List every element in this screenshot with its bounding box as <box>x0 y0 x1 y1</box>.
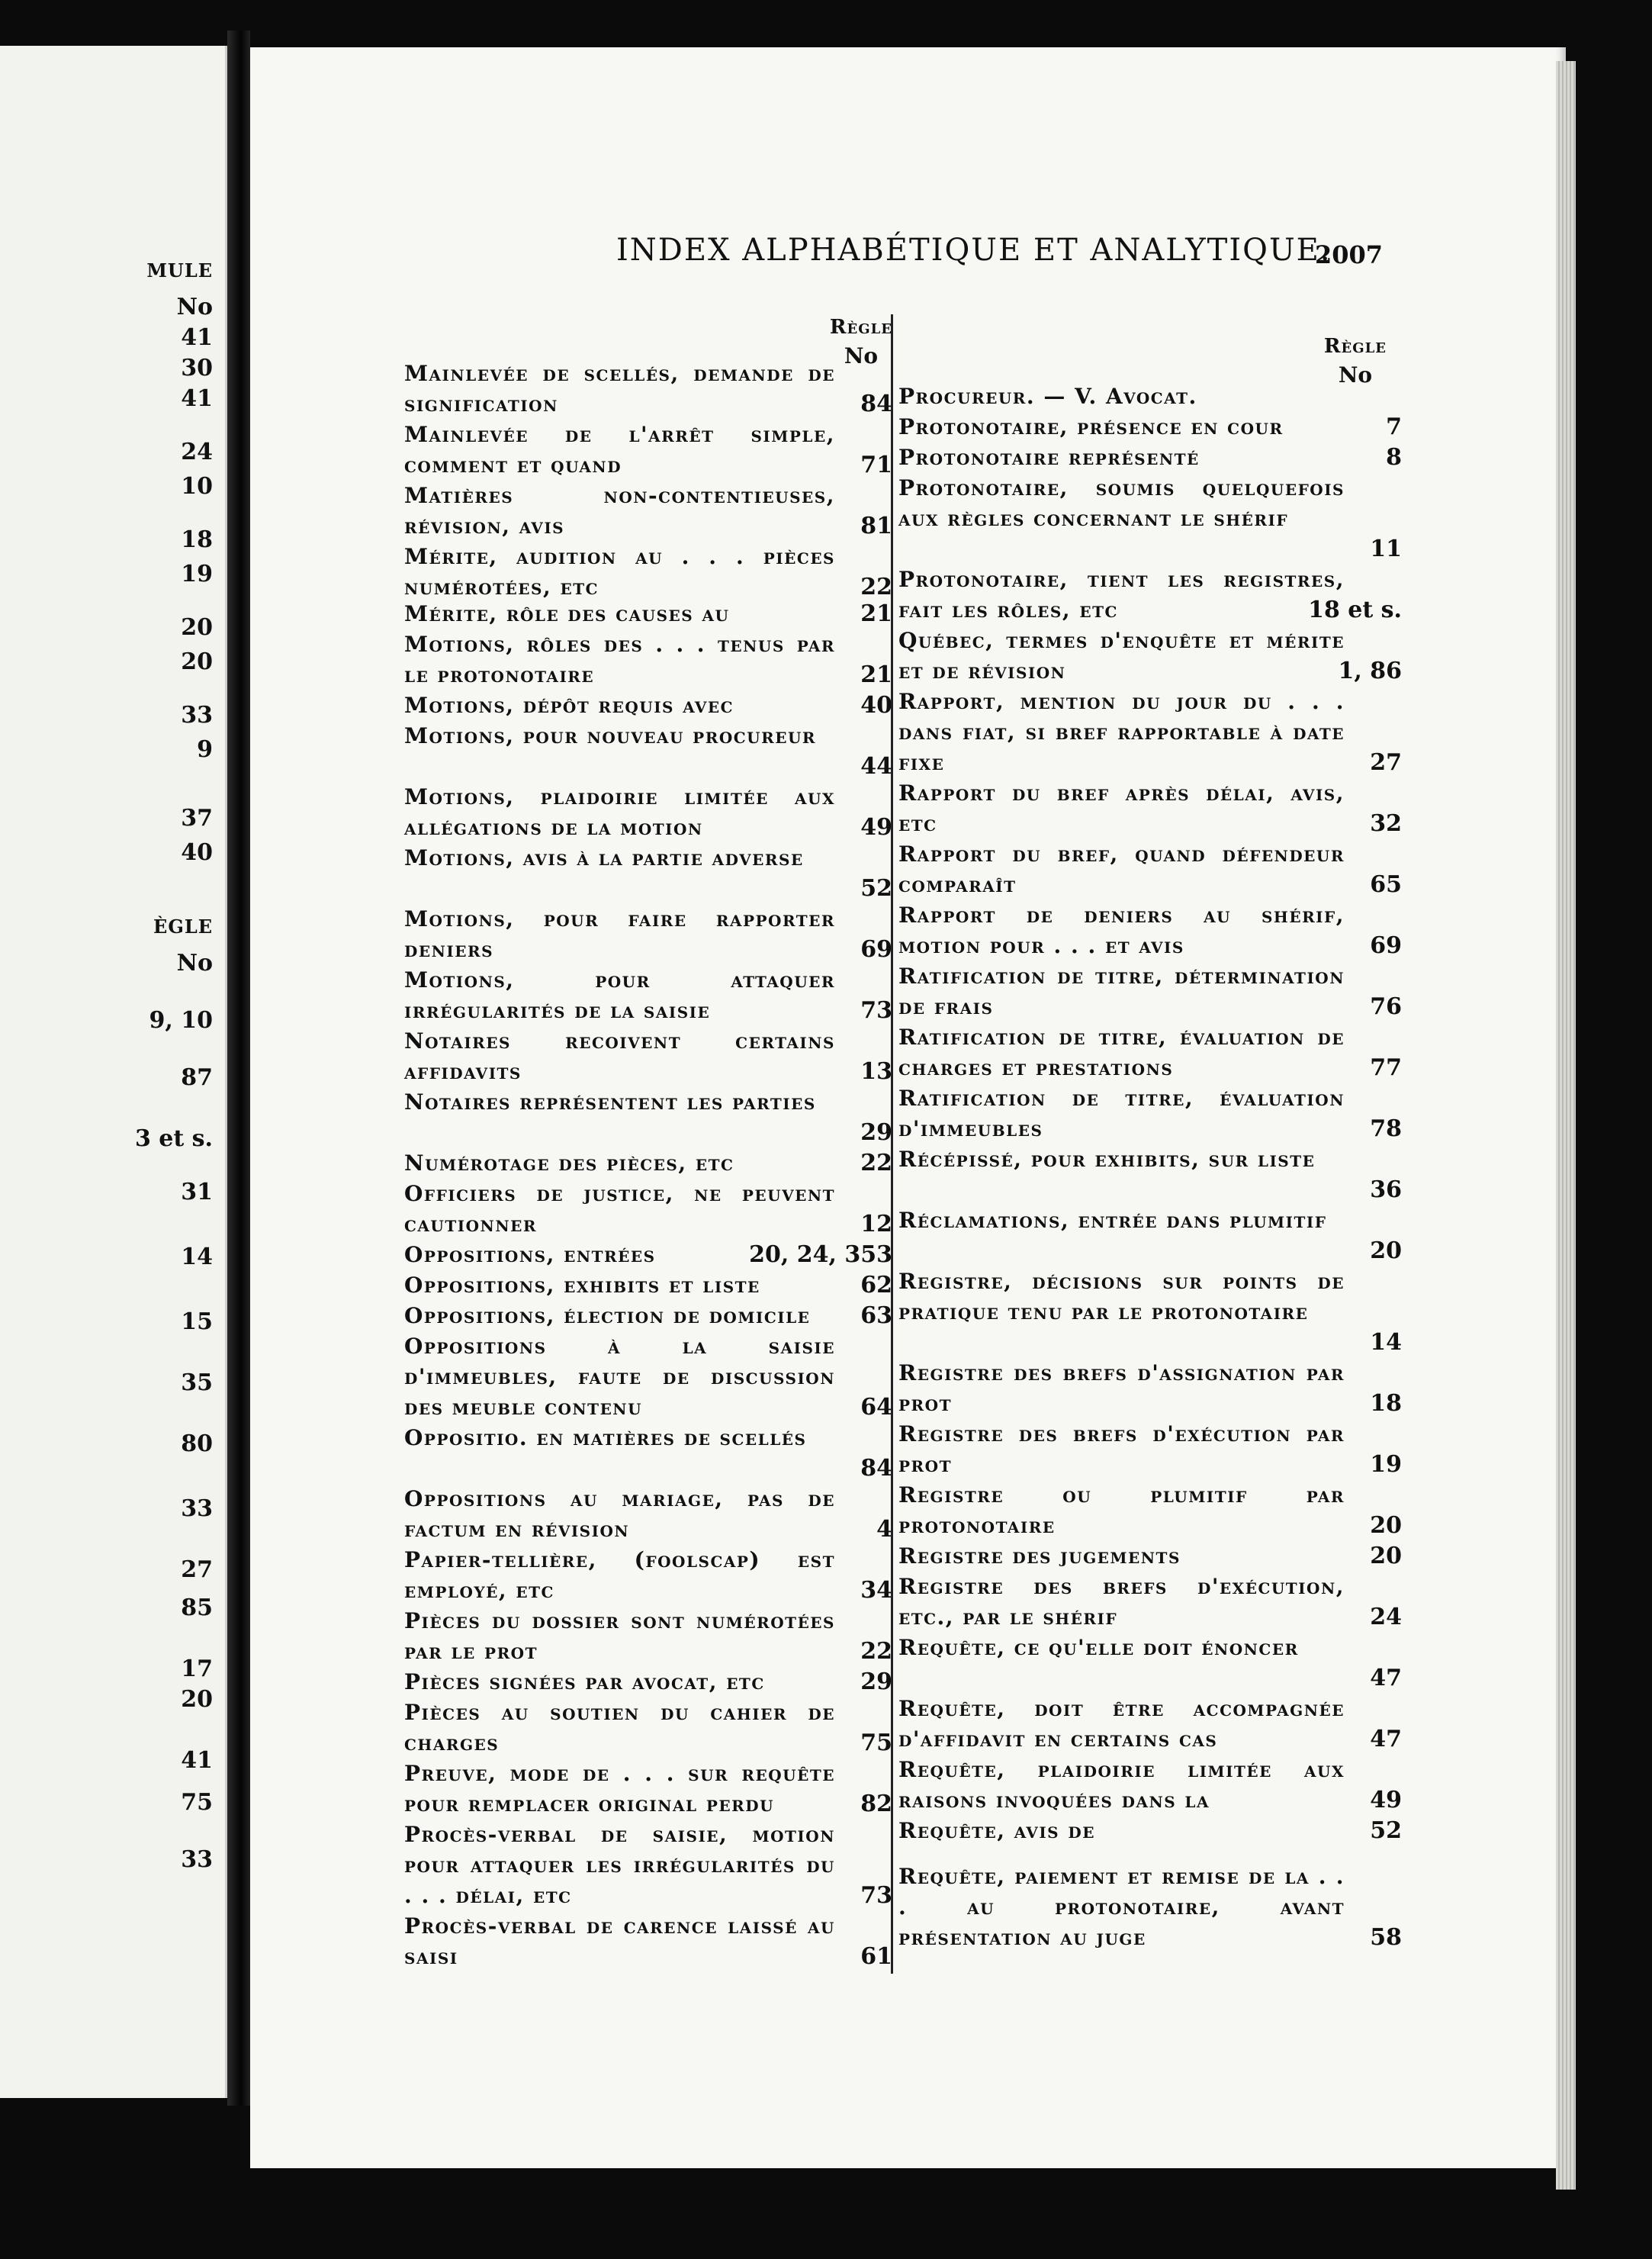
index-entry-rule-number: 14 <box>1370 1329 1402 1356</box>
facing-page-number: 31 <box>181 1179 213 1205</box>
index-entry-rule-number: 7 <box>1386 414 1402 440</box>
index-entry-rule-number: 77 <box>1370 1054 1402 1081</box>
index-entry-rule-number: 27 <box>1370 749 1402 776</box>
facing-page-number: 33 <box>181 1846 213 1873</box>
index-entry-rule-number: 47 <box>1370 1726 1402 1752</box>
facing-page-number: 37 <box>181 805 213 832</box>
index-entry-text: Réclamations, entrée dans plumitif <box>898 1208 1327 1233</box>
facing-page-number: 33 <box>181 1495 213 1522</box>
index-entry-rule-number: 24 <box>1370 1604 1402 1630</box>
index-entry-text: Matières non-contentieuses, révision, avis <box>404 483 835 539</box>
index-entry-rule-number: 36 <box>1370 1176 1402 1203</box>
index-entry-text: Registre des brefs d'assignation par prot <box>898 1360 1345 1416</box>
page-number: 2007 <box>1314 240 1383 269</box>
index-entry-text: Motions, rôles des . . . tenus par le protonotaire <box>404 632 835 687</box>
index-entry-text: Motions, plaidoirie limitée aux allégations de la motion <box>404 784 835 840</box>
index-entry-text: Ratification de titre, évaluation d'immeubles <box>898 1086 1345 1141</box>
index-entry-text: Registre des brefs d'exécution par prot <box>898 1421 1345 1477</box>
facing-page-number: 20 <box>181 1686 213 1713</box>
facing-page-number: 41 <box>181 385 213 412</box>
facing-page-number: 9, 10 <box>149 1007 213 1034</box>
index-entry-rule-number: 21 <box>860 661 892 688</box>
facing-page-number: 85 <box>181 1594 213 1621</box>
index-entry-rule-number: 22 <box>860 1638 892 1665</box>
facing-page-number: 9 <box>197 736 213 763</box>
index-entry-rule-number: 18 <box>1370 1390 1402 1417</box>
index-entry-rule-number: 18 et s. <box>1308 597 1402 623</box>
index-entry-text: Oppositions, élection de domicile <box>404 1303 811 1328</box>
index-entry-text: Pièces au soutien du cahier de charges <box>404 1700 835 1755</box>
page-header <box>365 187 1383 269</box>
index-entry-rule-number: 65 <box>1370 871 1402 898</box>
facing-page-number: 10 <box>181 473 213 500</box>
index-entry-rule-number: 21 <box>860 600 892 627</box>
page-title: INDEX ALPHABÉTIQUE ET ANALYTIQUE. <box>616 233 1332 268</box>
index-entry-rule-number: 64 <box>860 1394 892 1421</box>
index-entry-rule-number: 22 <box>860 574 892 600</box>
index-entry-rule-number: 71 <box>860 452 892 478</box>
index-entry-text: Numérotage des pièces, etc <box>404 1150 734 1176</box>
column-heading <box>830 313 892 371</box>
index-entry-text: Mérite, audition au . . . pièces numérotées, etc <box>404 544 835 600</box>
index-entry-text: Mainlevée de l'arrêt simple, comment et quand <box>404 422 835 478</box>
facing-page-number: 33 <box>181 702 213 729</box>
facing-page-number: 3 et s. <box>134 1125 213 1152</box>
index-entry-text: Protonotaire représenté <box>898 445 1200 470</box>
index-entry-rule-number: 63 <box>860 1302 892 1329</box>
index-entry-rule-number: 49 <box>1370 1787 1402 1813</box>
index-entry-text: Notaires recoivent certains affidavits <box>404 1028 835 1084</box>
index-entry-text: Motions, pour faire rapporter deniers <box>404 906 835 962</box>
facing-page-left <box>0 46 227 2098</box>
index-entry-rule-number: 61 <box>860 1943 892 1970</box>
page-edge <box>1556 61 1576 2190</box>
index-entry-rule-number: 12 <box>860 1211 892 1237</box>
index-entry-rule-number: 11 <box>1370 536 1402 562</box>
index-entry-text: Preuve, mode de . . . sur requête pour remplacer original perdu <box>404 1761 835 1817</box>
index-entry-text: Ratification de titre, évaluation de charges et prestations <box>898 1025 1345 1080</box>
index-entry-rule-number: 75 <box>860 1730 892 1756</box>
column-heading-regle: Règle <box>1323 335 1387 358</box>
index-entry-text: Requête, avis de <box>898 1818 1095 1843</box>
index-entry-text: Procès-verbal de carence laissé au saisi <box>404 1913 835 1969</box>
facing-page-number: 18 <box>181 526 213 553</box>
facing-page-number: 24 <box>181 439 213 465</box>
index-entry-rule-number: 13 <box>860 1058 892 1085</box>
book-gutter <box>227 31 250 2106</box>
index-entry-text: Oppositions, entrées <box>404 1242 656 1267</box>
facing-page-number: 35 <box>181 1369 213 1396</box>
index-entry-rule-number: 69 <box>1370 932 1402 959</box>
index-entry-rule-number: 29 <box>860 1669 892 1695</box>
index-entry-text: Québec, termes d'enquête et mérite et de révision <box>898 628 1345 684</box>
index-entry-text: Registre des jugements <box>898 1543 1181 1569</box>
index-entry-rule-number: 47 <box>1370 1665 1402 1691</box>
index-entry-text: Officiers de justice, ne peuvent cautionner <box>404 1181 835 1237</box>
facing-page-number: 40 <box>181 839 213 866</box>
facing-page-number: 30 <box>181 355 213 381</box>
index-entry-text: Registre, décisions sur points de pratique tenu par le protonotaire <box>898 1269 1345 1324</box>
index-entry-text: Papier-tellière, (foolscap) est employé, etc <box>404 1547 835 1603</box>
index-entry-text: Récépissé, pour exhibits, sur liste <box>898 1147 1316 1172</box>
index-entry-text: Notaires représentent les parties <box>404 1089 816 1115</box>
index-entry-text: Pièces du dossier sont numérotées par le prot <box>404 1608 835 1664</box>
index-entry-rule-number: 20 <box>1370 1237 1402 1264</box>
index-entry-text: Rapport du bref, quand défendeur comparaît <box>898 841 1345 897</box>
index-entry-text: Oppositions à la saisie d'immeubles, faute de discussion des meuble contenu <box>404 1334 835 1420</box>
index-entry-rule-number: 40 <box>860 692 892 719</box>
index-entry-rule-number: 1, 86 <box>1338 658 1402 684</box>
index-entry-text: Mérite, rôle des causes au <box>404 601 730 626</box>
index-entry-text: Registre des brefs d'exécution, etc., par le shérif <box>898 1574 1345 1630</box>
facing-page-number: No <box>176 294 213 320</box>
index-entry-rule-number: 84 <box>860 391 892 417</box>
index-entry-text: Rapport de deniers au shérif, motion pour . . . et avis <box>898 903 1345 958</box>
index-entry-text: Rapport, mention du jour du . . . dans fiat, si bref rapportable à date fixe <box>898 689 1345 775</box>
facing-page-number: No <box>176 950 213 977</box>
index-entry-rule-number: 49 <box>860 814 892 841</box>
index-entry-text: Oppositions, exhibits et liste <box>404 1273 760 1298</box>
index-entry-rule-number: 20 <box>1370 1543 1402 1569</box>
index-entry-rule-number: 4 <box>876 1516 892 1543</box>
index-entry-text: Motions, pour attaquer irrégularités de la saisie <box>404 967 835 1023</box>
index-entry-rule-number: 76 <box>1370 993 1402 1020</box>
index-entry-text: Oppositions au mariage, pas de factum en révision <box>404 1486 835 1542</box>
facing-page-number: 80 <box>181 1430 213 1457</box>
index-entry-rule-number: 32 <box>1370 810 1402 837</box>
facing-page-number: 20 <box>181 648 213 675</box>
facing-page-number: 19 <box>181 561 213 587</box>
index-entry-rule-number: 29 <box>860 1119 892 1146</box>
index-entry-rule-number: 34 <box>860 1577 892 1604</box>
facing-page-number: 41 <box>181 1747 213 1774</box>
index-entry-rule-number: 52 <box>860 875 892 902</box>
index-entry-text: Requête, ce qu'elle doit énoncer <box>898 1635 1299 1660</box>
index-entry-rule-number: 20, 24, 353 <box>749 1241 892 1268</box>
index-entry-text: Requête, doit être accompagnée d'affidavit en certains cas <box>898 1696 1345 1752</box>
index-entry-text: Pièces signées par avocat, etc <box>404 1669 765 1694</box>
index-entry-text: Motions, pour nouveau procureur <box>404 723 817 748</box>
facing-page-number: 41 <box>181 324 213 351</box>
index-entry-text: Procureur. — V. Avocat. <box>898 384 1197 409</box>
column-heading-regle: Règle <box>829 316 892 339</box>
index-entry-rule-number: 8 <box>1386 444 1402 471</box>
facing-page-number: 27 <box>181 1556 213 1583</box>
index-entry-text: Motions, dépôt requis avec <box>404 693 734 718</box>
index-entry-text: Requête, paiement et remise de la . . . au protonotaire, avant présentation au juge <box>898 1864 1345 1950</box>
index-entry-text: Registre ou plumitif par protonotaire <box>898 1482 1345 1538</box>
index-entry-rule-number: 73 <box>860 997 892 1024</box>
facing-page-number: 87 <box>181 1064 213 1091</box>
index-entry-text: Protonotaire, présence en cour <box>898 414 1284 439</box>
facing-page-number: 15 <box>181 1308 213 1335</box>
index-entry-text: Motions, avis à la partie adverse <box>404 845 804 870</box>
index-entry-text: Procès-verbal de saisie, motion pour attaquer les irrégularités du . . . délai, etc <box>404 1822 835 1908</box>
index-entry-text: Requête, plaidoirie limitée aux raisons invoquées dans la <box>898 1757 1345 1813</box>
index-entry-rule-number: 58 <box>1370 1924 1402 1951</box>
index-entry-rule-number: 19 <box>1370 1451 1402 1478</box>
index-entry-rule-number: 84 <box>860 1455 892 1482</box>
index-entry-text: Mainlevée de scellés, demande de signification <box>404 361 835 417</box>
index-entry-rule-number: 62 <box>860 1272 892 1298</box>
index-entry-rule-number: 52 <box>1370 1817 1402 1844</box>
index-entry-text: Ratification de titre, détermination de frais <box>898 964 1345 1019</box>
index-entry-text: Protonotaire, soumis quelquefois aux règles concernant le shérif <box>898 475 1345 531</box>
index-entry-rule-number: 82 <box>860 1791 892 1817</box>
column-heading-no: No <box>1338 362 1373 388</box>
facing-page-number: 75 <box>181 1789 213 1816</box>
column-heading-no: No <box>844 343 879 368</box>
index-entry-text: Oppositio. en matières de scellés <box>404 1425 807 1450</box>
index-entry-rule-number: 20 <box>1370 1512 1402 1539</box>
facing-page-number: 20 <box>181 614 213 641</box>
index-entry-rule-number: 44 <box>860 753 892 780</box>
index-entry-rule-number: 22 <box>860 1150 892 1176</box>
index-entry-rule-number: 69 <box>860 936 892 963</box>
facing-page-number: MULE <box>146 259 213 282</box>
index-entry-rule-number: 81 <box>860 513 892 539</box>
index-entry-text: Rapport du bref après délai, avis, etc <box>898 780 1345 836</box>
facing-page-number: 14 <box>181 1244 213 1270</box>
index-entry-rule-number: 78 <box>1370 1115 1402 1142</box>
index-entry-text: Protonotaire, tient les registres, fait les rôles, etc <box>898 567 1345 623</box>
facing-page-number: 17 <box>181 1656 213 1682</box>
facing-page-number: ÈGLE <box>153 916 213 938</box>
index-entry-rule-number: 73 <box>860 1882 892 1909</box>
